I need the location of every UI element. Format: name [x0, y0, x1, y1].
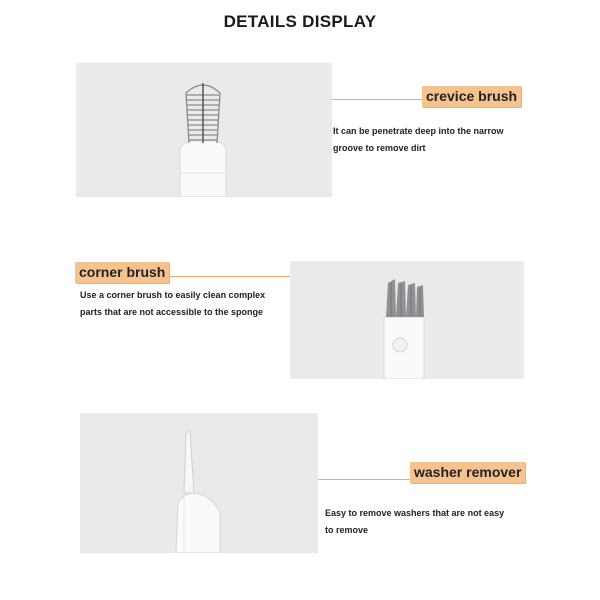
washer-remover-label: washer remover [410, 462, 525, 483]
crevice-brush-description [333, 123, 504, 157]
corner-brush-description [80, 287, 265, 321]
corner-brush-label: corner brush [75, 262, 169, 283]
crevice-brush-desc-line-2: groove to remove dirt [333, 143, 426, 153]
corner-brush-photo [290, 261, 524, 379]
corner-brush-desc-line-2: parts that are not accessible to the sponge [80, 307, 264, 317]
page-title: DETAILS DISPLAY [223, 12, 377, 31]
crevice-brush-icon [76, 63, 332, 197]
corner-brush-icon [290, 261, 524, 379]
washer-remover-desc-line-2: to remove [325, 525, 369, 535]
crevice-brush-label: crevice brush [422, 86, 521, 107]
crevice-brush-photo [76, 63, 332, 197]
washer-remover-photo [80, 413, 318, 553]
washer-remover-icon [80, 413, 318, 553]
washer-remover-description [325, 505, 504, 539]
crevice-brush-desc-line-1: It can be penetrate deep into the narrow [333, 126, 504, 136]
washer-remover-desc-line-1: Easy to remove washers that are not easy [325, 508, 505, 518]
corner-brush-desc-line-1: Use a corner brush to easily clean complex [80, 290, 266, 300]
